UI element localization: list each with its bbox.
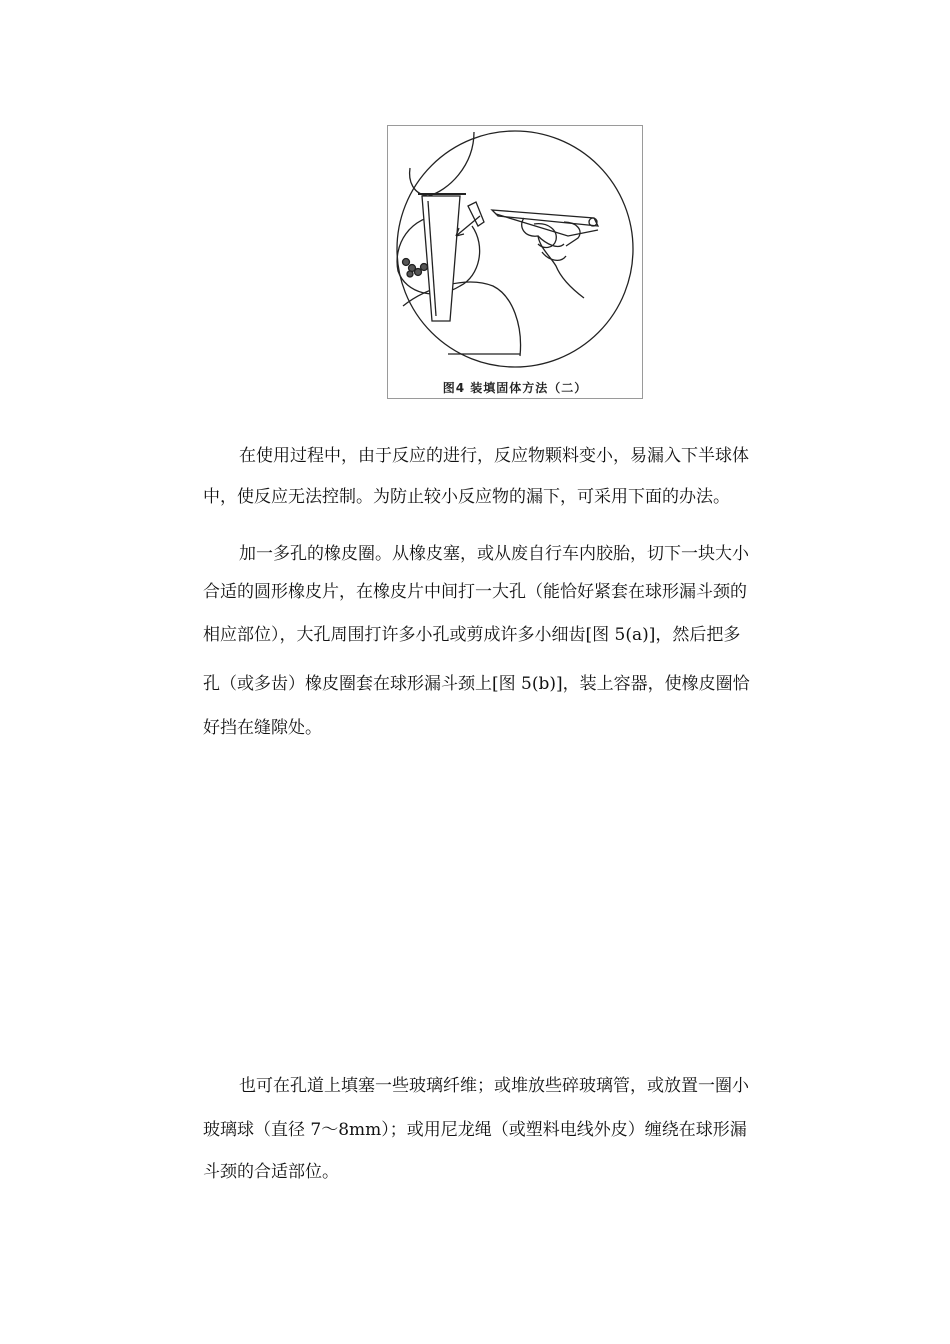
- paragraph-line: 也可在孔道上填塞一些玻璃纤维；或堆放些碎玻璃管，或放置一圈小: [239, 1076, 749, 1096]
- paragraph-line: 相应部位），大孔周围打许多小孔或剪成许多小细齿[图 5(a)]，然后把多: [203, 625, 741, 645]
- paragraph-2: [203, 539, 808, 739]
- paragraph-line: 加一多孔的橡皮圈。从橡皮塞，或从废自行车内胶胎，切下一块大小: [239, 544, 749, 564]
- paragraph-line: 孔（或多齿）橡皮圈套在球形漏斗颈上[图 5(b)]，装上容器，使橡皮圈恰: [203, 674, 750, 694]
- paragraph-3: [203, 1071, 808, 1191]
- figure-caption: 图4 装填固体方法（二）: [442, 381, 588, 395]
- paragraph-line: 斗颈的合适部位。: [203, 1162, 339, 1182]
- paragraph-line: 好挡在缝隙处。: [203, 718, 322, 738]
- figure-4: [387, 125, 643, 399]
- paragraph-line: 合适的圆形橡皮片，在橡皮片中间打一大孔（能恰好紧套在球形漏斗颈的: [203, 582, 747, 602]
- paragraph-line: 中，使反应无法控制。为防止较小反应物的漏下，可采用下面的办法。: [203, 487, 730, 507]
- paragraph-line: 在使用过程中，由于反应的进行，反应物颗料变小，易漏入下半球体: [239, 446, 749, 466]
- funnel-illustration: [388, 126, 642, 376]
- paragraph-1: [203, 441, 808, 521]
- paragraph-line: 玻璃球（直径 7～8mm）；或用尼龙绳（或塑料电线外皮）缠绕在球形漏: [203, 1120, 747, 1140]
